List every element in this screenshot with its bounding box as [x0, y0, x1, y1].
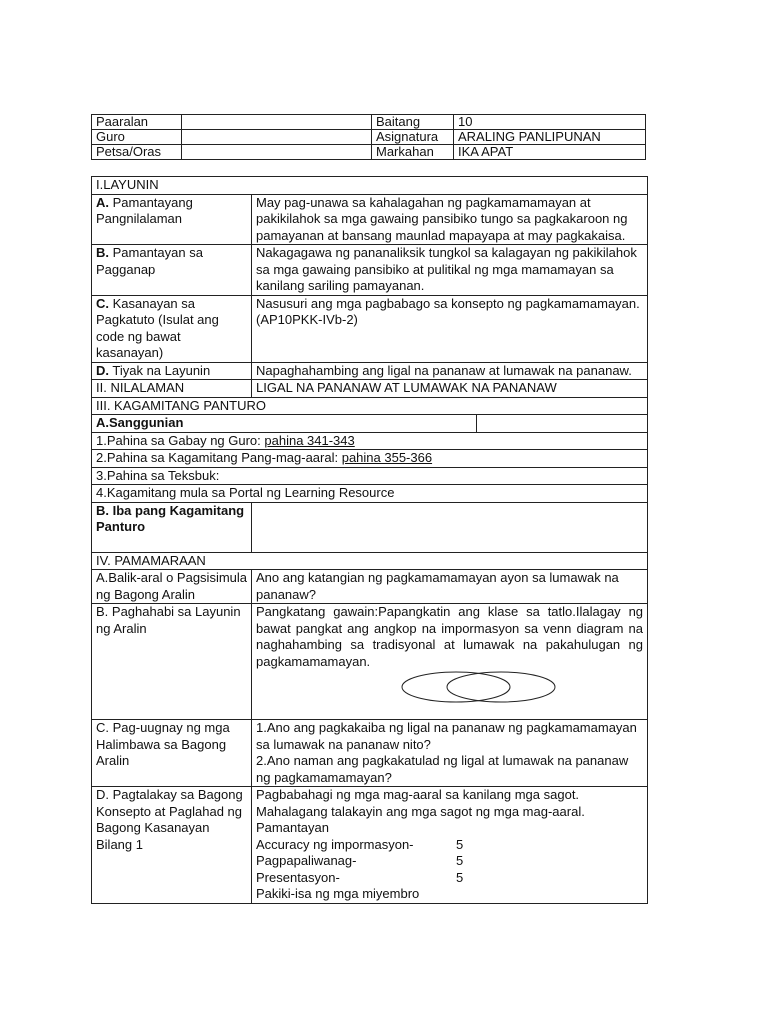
row-label: D. Tiyak na Layunin — [92, 362, 252, 380]
page-link[interactable]: pahina 355-366 — [341, 450, 433, 465]
row-content: Napaghahambing ang ligal na pananaw at lumawak na pananaw. — [252, 362, 648, 380]
row-pamamaraan-a — [92, 570, 648, 604]
section-kagamitan — [92, 397, 648, 415]
row-content: 2.Pahina sa Kagamitang Pang-mag-aaral: pahina 355-366 — [92, 450, 648, 468]
section-title: I.LAYUNIN — [92, 177, 648, 195]
header-label: Asignatura — [372, 130, 454, 145]
page-link[interactable]: pahina 341-343 — [264, 432, 355, 448]
lesson-plan-table — [91, 176, 648, 904]
row-kagamitan-4 — [92, 485, 648, 503]
row-content: May pag-unawa sa kahalagahan ng pagkamamamayan at pakikilahok sa mga gawaing pansibiko tungo sa pagkakaroon ng pamayanan at bansang maunlad mapayapa at may pagkakaisa. — [252, 194, 648, 245]
row-label: B. Paghahabi sa Layunin ng Aralin — [92, 604, 252, 720]
row-layunin-a — [92, 194, 648, 245]
row-label: C. Kasanayan sa Pagkatuto (Isulat ang code ng bawat kasanayan) — [92, 295, 252, 362]
row-label: A. Pamantayang Pangnilalaman — [92, 194, 252, 245]
criteria-row: Accuracy ng impormasyon- 5 — [256, 836, 464, 852]
row-layunin-b — [92, 245, 648, 296]
header-value: IKA APAT — [454, 145, 646, 160]
header-value[interactable] — [182, 115, 372, 130]
header-value: 10 — [454, 115, 646, 130]
row-pamamaraan-c — [92, 720, 648, 787]
header-label: Petsa/Oras — [92, 145, 182, 160]
venn-circle-right — [447, 672, 555, 702]
section-title: III. KAGAMITANG PANTURO — [92, 397, 648, 415]
header-label: Guro — [92, 130, 182, 145]
row-content: 3.Pahina sa Teksbuk: — [92, 467, 648, 485]
row-content: Ano ang katangian ng pagkamamamayan ayon sa lumawak na pananaw? — [252, 570, 648, 604]
section-title: IV. PAMAMARAAN — [92, 552, 648, 570]
competency-code: (AP10PKK-IVb-2) — [256, 312, 358, 327]
row-content: 4.Kagamitang mula sa Portal ng Learning Resource — [92, 485, 648, 503]
section-layunin — [92, 177, 648, 195]
header-row-guro — [92, 130, 646, 145]
header-value: ARALING PANLIPUNAN — [454, 130, 646, 145]
row-kagamitan-1 — [92, 432, 648, 450]
row-pamamaraan-d — [92, 787, 648, 904]
row-nilalaman — [92, 380, 648, 398]
header-table — [91, 114, 646, 160]
row-content: 1.Pahina sa Gabay ng Guro: pahina 341-343 — [92, 432, 648, 450]
row-label: B. Pamantayan sa Pagganap — [92, 245, 252, 296]
row-kagamitan-2 — [92, 450, 648, 468]
row-pamamaraan-b — [92, 604, 648, 720]
header-value[interactable] — [182, 130, 372, 145]
header-row-paaralan — [92, 115, 646, 130]
header-label: Markahan — [372, 145, 454, 160]
question: 1.Ano ang pagkakaiba ng ligal na pananaw ng pagkamamamayan sa lumawak na pananaw nito? — [256, 720, 637, 752]
row-content — [477, 415, 648, 433]
row-kagamitan-3 — [92, 467, 648, 485]
criteria-row: Presentasyon- 5 — [256, 869, 464, 885]
row-label: II. NILALAMAN — [92, 380, 252, 398]
header-row-petsa — [92, 145, 646, 160]
section-pamamaraan — [92, 552, 648, 570]
row-sanggunian — [92, 415, 648, 433]
row-label: B. Iba pang Kagamitang Panturo — [92, 502, 252, 552]
row-content — [252, 720, 648, 787]
criteria-row: Pakiki-isa ng mga miyembro — [256, 886, 420, 901]
question: 2.Ano naman ang pagkakatulad ng ligal at lumawak na pananaw ng pagkamamamayan? — [256, 753, 629, 785]
row-content: Nasusuri ang mga pagbabago sa konsepto ng pagkamamamayan. (AP10PKK-IVb-2) — [252, 295, 648, 362]
header-value[interactable] — [182, 145, 372, 160]
criteria-score: 5 — [456, 853, 464, 868]
row-label: A.Sanggunian — [92, 415, 477, 433]
row-content: Nakagagawa ng pananaliksik tungkol sa kalagayan ng pakikilahok sa mga gawaing pansibiko at pulitikal ng mga mamamayan sa kanilang sariling pamayanan. — [252, 245, 648, 296]
row-label: D. Pagtalakay sa Bagong Konsepto at Paglahad ng Bagong Kasanayan Bilang 1 — [92, 787, 252, 904]
row-label: C. Pag-uugnay ng mga Halimbawa sa Bagong Aralin — [92, 720, 252, 787]
row-iba-pang-kagamitan — [92, 502, 648, 552]
row-label: A.Balik-aral o Pagsisimula ng Bagong Aralin — [92, 570, 252, 604]
header-label: Baitang — [372, 115, 454, 130]
row-content: Pangkatang gawain:Papangkatin ang klase sa tatlo.Ilalagay ng bawat pangkat ang angkop na impormasyon sa venn diagram na naghahambing sa tradisyonal at lumawak na pakahulugan ng pagkamamamayan. — [252, 604, 648, 720]
criteria-score: 5 — [456, 836, 464, 852]
row-content: Pagbabahagi ng mga mag-aaral sa kanilang mga sagot. Mahalagang talakayin ang mga sagot ng mga mag-aaral. Pamantayan Accuracy ng impormasyon- 5 Pagpapaliwanag- 5 Presentasyon- 5 Pakiki-isa ng mga miyembro — [252, 787, 648, 904]
row-layunin-c — [92, 295, 648, 362]
criteria-score: 5 — [456, 869, 464, 885]
venn-diagram — [401, 671, 556, 705]
row-content — [252, 502, 648, 552]
venn-circle-left — [402, 672, 510, 702]
row-layunin-d — [92, 362, 648, 380]
header-label: Paaralan — [92, 115, 182, 130]
criteria-row: Pagpapaliwanag- 5 — [256, 853, 464, 868]
row-content: LIGAL NA PANANAW AT LUMAWAK NA PANANAW — [252, 380, 648, 398]
